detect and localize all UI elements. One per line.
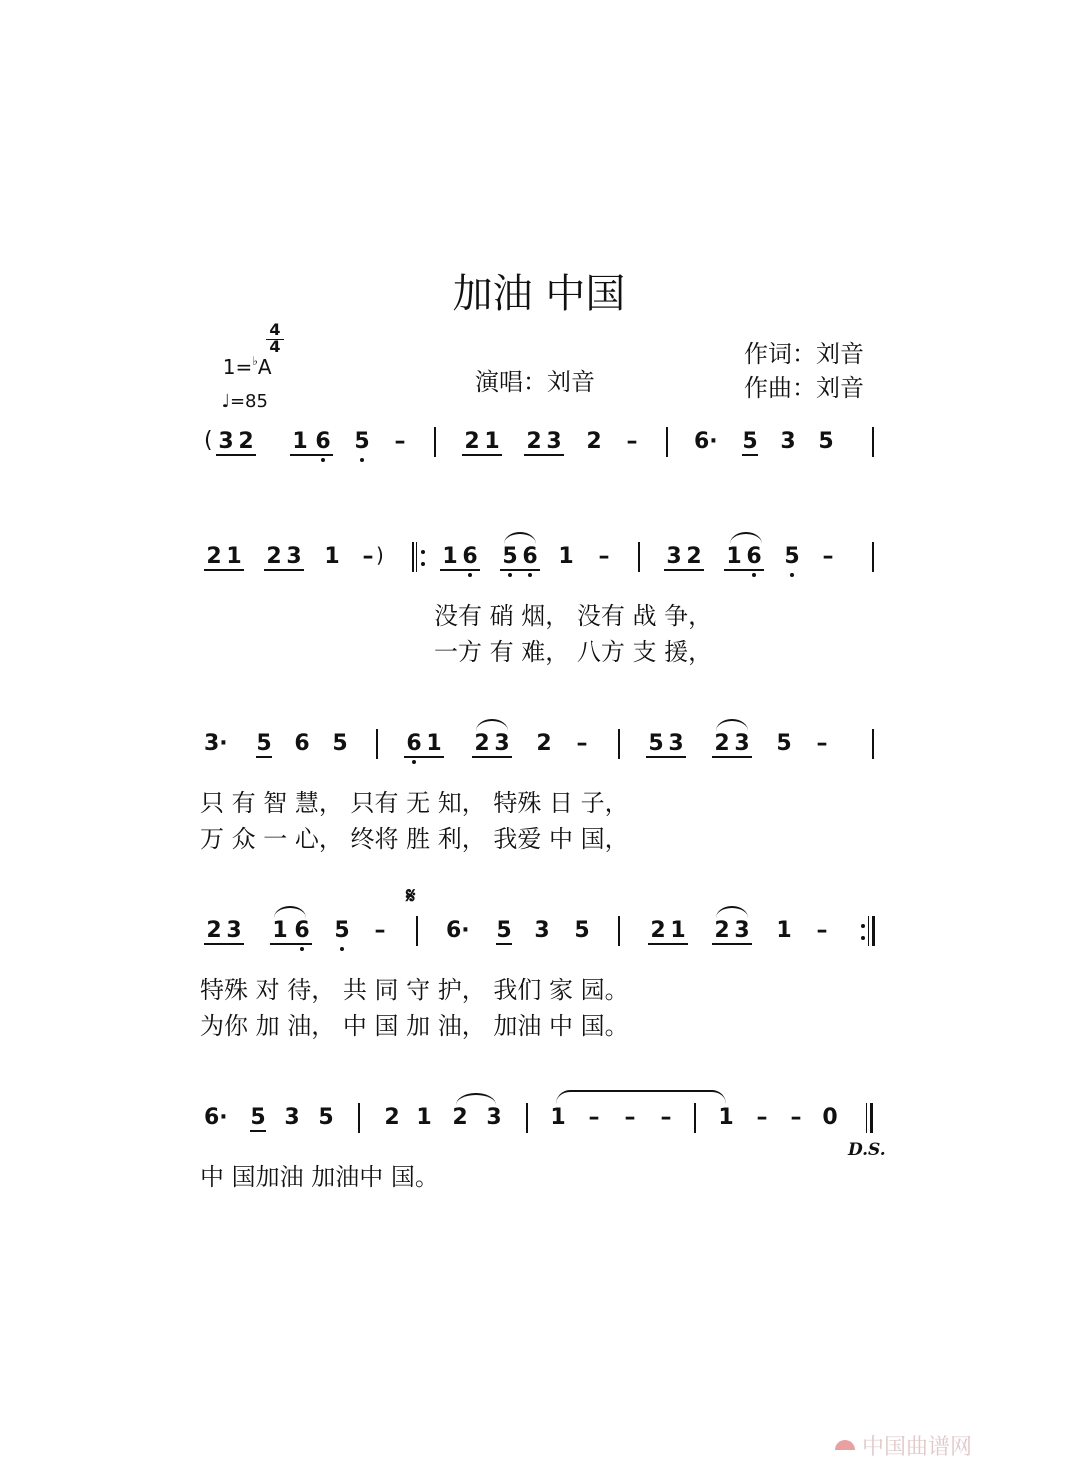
note: 1	[324, 544, 340, 569]
tempo-marking	[210, 370, 268, 412]
composer-credit: 作曲：刘音	[744, 374, 864, 402]
note: 3	[284, 1105, 300, 1130]
note: 6	[522, 544, 538, 569]
slur	[476, 719, 508, 731]
low-octave-dot	[321, 458, 325, 462]
note: 2	[526, 429, 542, 454]
note: 1	[416, 1105, 432, 1130]
dash: –	[576, 731, 588, 756]
dash: –	[790, 1105, 802, 1130]
tempo-value: =85	[229, 391, 268, 412]
dash: –	[626, 429, 638, 454]
note: 6·	[446, 918, 470, 943]
underline	[462, 454, 502, 456]
note: 1	[718, 1105, 734, 1130]
underline	[648, 943, 688, 945]
open-paren: (	[204, 428, 213, 453]
underline	[440, 569, 480, 571]
barline	[618, 729, 620, 759]
note: 2	[452, 1105, 468, 1130]
note: 3	[668, 731, 684, 756]
flat-sign: ♭	[252, 354, 258, 368]
low-octave-dot	[340, 947, 344, 951]
note: 2	[266, 544, 282, 569]
underline	[500, 569, 540, 571]
note: 5	[334, 918, 350, 943]
note: 1	[558, 544, 574, 569]
note: 1	[484, 429, 500, 454]
slur	[716, 719, 748, 731]
lyric-verse-2: 为你 加 油， 中 国 加 油， 加油 中 国。	[200, 1012, 629, 1040]
dash: –	[374, 918, 386, 943]
underline	[404, 756, 444, 758]
note: 5	[502, 544, 518, 569]
note: 5	[250, 1105, 266, 1130]
tie	[556, 1090, 726, 1104]
note: 5	[648, 731, 664, 756]
note: 2	[686, 544, 702, 569]
note: 2	[238, 429, 254, 454]
repeat-dot	[421, 562, 425, 566]
note: 3·	[204, 731, 228, 756]
note: 1	[292, 429, 308, 454]
slur	[456, 1093, 496, 1105]
barline	[526, 1103, 528, 1133]
note: 6	[294, 918, 310, 943]
barline	[638, 542, 640, 572]
close-paren: )	[376, 543, 384, 567]
underline	[712, 756, 752, 758]
repeat-dot	[421, 550, 425, 554]
dash: –	[816, 731, 828, 756]
dash: –	[624, 1105, 636, 1130]
note: 1	[272, 918, 288, 943]
note: 2	[536, 731, 552, 756]
barline	[358, 1103, 360, 1133]
underline	[204, 943, 244, 945]
barline	[872, 542, 874, 572]
note: 6	[462, 544, 478, 569]
final-barline-thick	[870, 1103, 873, 1133]
dash: –	[756, 1105, 768, 1130]
time-top: 4	[269, 320, 281, 339]
note: 2	[464, 429, 480, 454]
watermark-logo	[835, 1440, 855, 1450]
underline	[724, 569, 764, 571]
note: 6	[294, 731, 310, 756]
repeat-start-thin	[416, 542, 417, 572]
note: 2	[206, 918, 222, 943]
note: 3	[734, 918, 750, 943]
dash: –	[822, 544, 834, 569]
note: 3	[666, 544, 682, 569]
song-title: 加油 中国	[452, 271, 626, 317]
note: 6	[746, 544, 762, 569]
watermark: 中国曲谱网	[862, 1435, 973, 1460]
low-octave-dot	[508, 573, 512, 577]
note: 3	[286, 544, 302, 569]
note: 2	[206, 544, 222, 569]
dash: –	[362, 544, 374, 569]
repeat-end-thick	[872, 916, 875, 946]
underline	[204, 569, 244, 571]
barline	[376, 729, 378, 759]
note: 3	[494, 731, 510, 756]
note: 6·	[204, 1105, 228, 1130]
ds-marking: D.S.	[848, 1140, 886, 1160]
note: 5	[256, 731, 272, 756]
underline	[250, 1130, 266, 1132]
low-octave-dot	[300, 947, 304, 951]
underline	[472, 756, 512, 758]
singer-credit: 演唱：刘音	[475, 368, 595, 396]
low-octave-dot	[360, 458, 364, 462]
note: 3	[486, 1105, 502, 1130]
note: 1	[426, 731, 442, 756]
note: 6·	[694, 429, 718, 454]
quarter-note-icon: ♩	[221, 391, 230, 412]
note: 5	[354, 429, 370, 454]
note: 1	[226, 544, 242, 569]
lyric-verse-2: 万 众 一 心， 终将 胜 利， 我爱 中 国，	[200, 825, 629, 853]
note: 5	[496, 918, 512, 943]
barline	[872, 729, 874, 759]
low-octave-dot	[528, 573, 532, 577]
note: 2	[586, 429, 602, 454]
low-octave-dot	[412, 760, 416, 764]
lyric-verse-2: 一方 有 难， 八方 支 援，	[434, 638, 713, 666]
barline	[618, 916, 620, 946]
note: 3	[226, 918, 242, 943]
note: 3	[780, 429, 796, 454]
barline	[434, 427, 436, 457]
underline	[256, 756, 272, 758]
segno-sign: 𝄋	[406, 884, 416, 909]
low-octave-dot	[752, 573, 756, 577]
note: 0	[822, 1105, 838, 1130]
lyricist-credit: 作词：刘音	[744, 340, 864, 368]
slur	[730, 532, 762, 544]
note: 1	[670, 918, 686, 943]
lyric-verse-1: 特殊 对 待， 共 同 守 护， 我们 家 园。	[200, 976, 629, 1004]
underline	[646, 756, 686, 758]
underline	[524, 454, 564, 456]
note: 3	[534, 918, 550, 943]
low-octave-dot	[790, 573, 794, 577]
dash: –	[588, 1105, 600, 1130]
note: 1	[726, 544, 742, 569]
underline	[664, 569, 704, 571]
time-signature	[268, 321, 282, 355]
underline	[216, 454, 256, 456]
barline	[872, 427, 874, 457]
note: 5	[318, 1105, 334, 1130]
key-prefix: 1=	[222, 355, 253, 379]
note: 5	[332, 731, 348, 756]
note: 3	[546, 429, 562, 454]
repeat-start-thick	[412, 542, 414, 572]
dash: –	[660, 1105, 672, 1130]
underline	[712, 943, 752, 945]
repeat-dot	[861, 936, 865, 940]
low-octave-dot	[468, 573, 472, 577]
repeat-dot	[861, 924, 865, 928]
lyric-verse-1: 只 有 智 慧， 只有 无 知， 特殊 日 子，	[200, 789, 629, 817]
lyric-verse-1: 中 国加油 加油中 国。	[200, 1163, 439, 1191]
note: 5	[742, 429, 758, 454]
dash: –	[394, 429, 406, 454]
underline	[270, 943, 312, 945]
slur	[716, 906, 748, 918]
note: 6	[315, 429, 331, 454]
time-bottom: 4	[269, 337, 281, 356]
final-barline-thin	[866, 1103, 867, 1133]
note: 1	[550, 1105, 566, 1130]
barline	[666, 427, 668, 457]
underline	[496, 943, 512, 945]
note: 1	[776, 918, 792, 943]
note: 5	[776, 731, 792, 756]
dash: –	[598, 544, 610, 569]
underline	[742, 454, 758, 456]
barline	[694, 1103, 696, 1133]
note: 3	[218, 429, 234, 454]
lyric-verse-1: 没有 硝 烟， 没有 战 争，	[434, 602, 713, 630]
note: 2	[714, 918, 730, 943]
note: 6	[406, 731, 422, 756]
note: 5	[574, 918, 590, 943]
note: 2	[384, 1105, 400, 1130]
underline	[264, 569, 304, 571]
note: 5	[784, 544, 800, 569]
dash: –	[816, 918, 828, 943]
repeat-end-thin	[868, 916, 869, 946]
note: 1	[442, 544, 458, 569]
time-signature-line	[266, 339, 284, 340]
note: 5	[818, 429, 834, 454]
note: 2	[474, 731, 490, 756]
underline	[290, 454, 333, 456]
key-note: A	[257, 355, 272, 379]
barline	[416, 916, 418, 946]
note: 2	[714, 731, 730, 756]
slur	[504, 532, 536, 544]
note: 3	[734, 731, 750, 756]
note: 2	[650, 918, 666, 943]
slur	[274, 906, 306, 918]
